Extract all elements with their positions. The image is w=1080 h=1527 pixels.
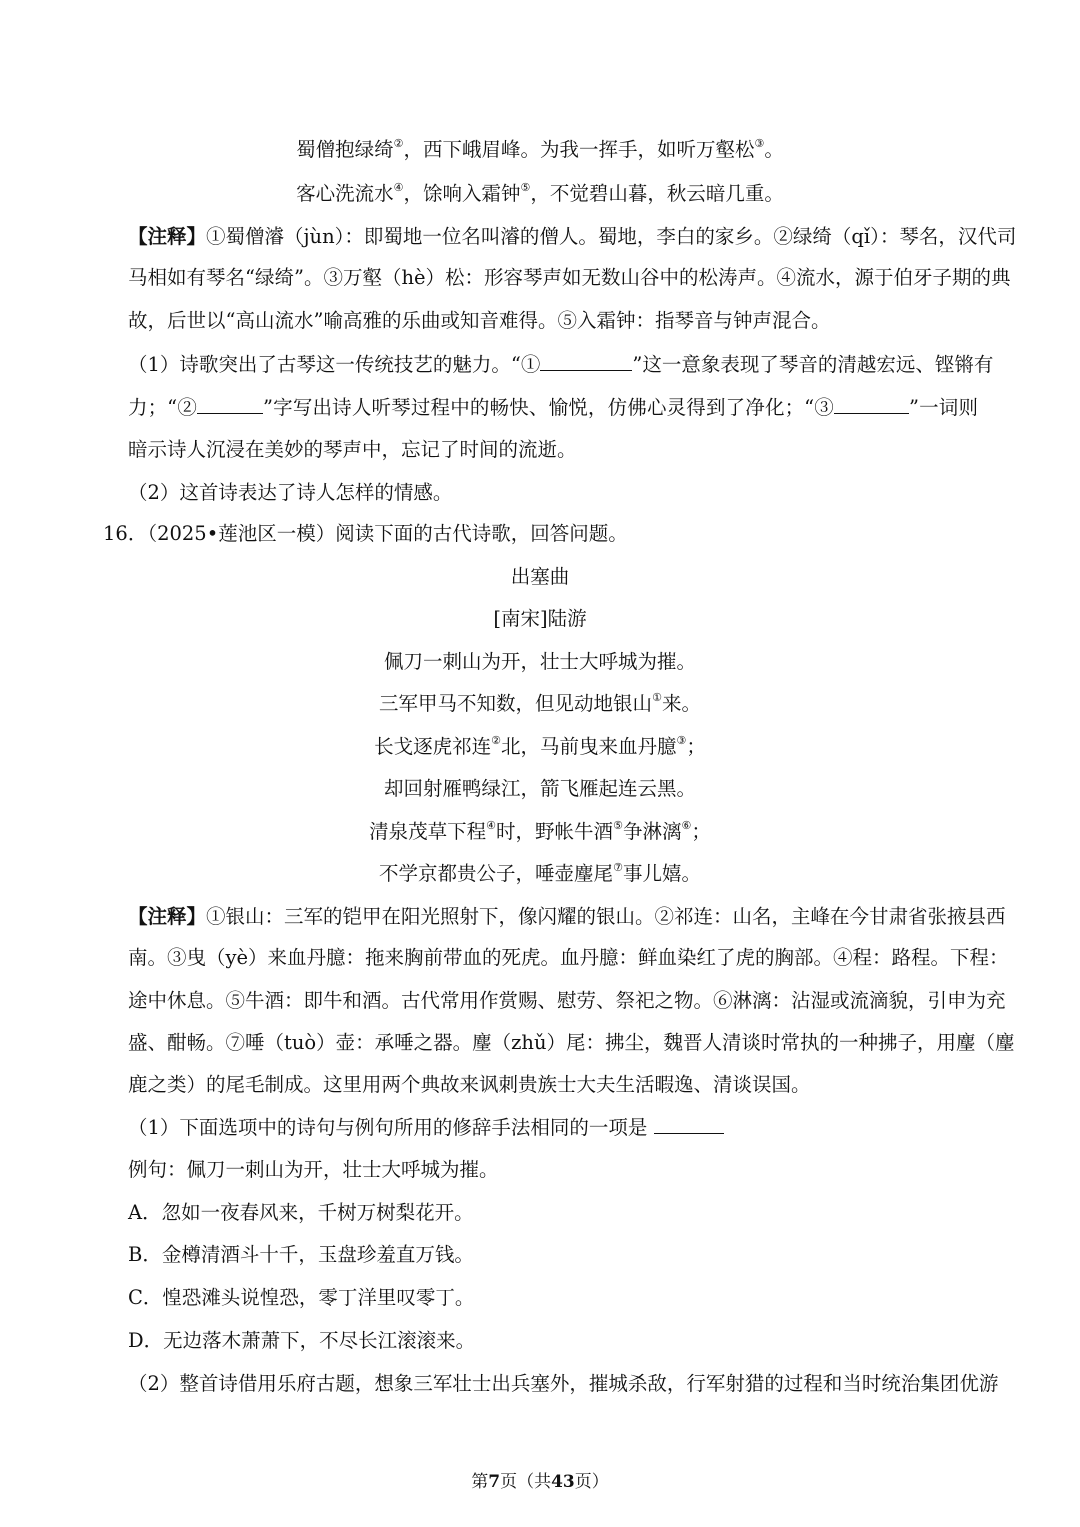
poem-line: 不学京都贵公子，唾壶麈尾⑦事儿嬉。 bbox=[379, 861, 701, 885]
answer-blank[interactable] bbox=[197, 393, 263, 414]
footnote-marker: ② bbox=[393, 137, 404, 150]
option-d[interactable]: D．无边落木萧萧下，不尽长江滚滚来。 bbox=[128, 1329, 476, 1352]
page-total: 43 bbox=[551, 1472, 575, 1492]
page-footer: 第7页（共43页） bbox=[471, 1472, 609, 1492]
poem-title: 出塞曲 bbox=[510, 565, 570, 588]
question-header: 16．（2025•莲池区一模）阅读下面的古代诗歌，回答问题。 bbox=[103, 522, 628, 545]
footnote-marker: ② bbox=[491, 734, 501, 747]
poem-author: [南宋]陆游 bbox=[493, 607, 587, 630]
answer-blank[interactable] bbox=[834, 393, 909, 414]
question-line: （2）整首诗借用乐府古题，想象三军壮士出兵塞外，摧城杀敌，行军射猎的过程和当时统治集团优游 bbox=[128, 1372, 999, 1395]
option-c[interactable]: C．惶恐滩头说惶恐，零丁洋里叹零丁。 bbox=[128, 1286, 475, 1309]
notes-line: 南。③曳（yè）来血丹臆：拖来胸前带血的死虎。血丹臆：鲜血染红了虎的胸部。④程：路程。下程： bbox=[128, 946, 1009, 969]
poem-line: 客心洗流水④，馀响入霜钟⑤，不觉碧山暮，秋云暗几重。 bbox=[296, 181, 784, 205]
footnote-marker: ⑦ bbox=[613, 861, 623, 874]
notes-line: 鹿之类）的尾毛制成。这里用两个典故来讽刺贵族士大夫生活暇逸、清谈误国。 bbox=[128, 1073, 811, 1096]
notes-line: 盛、酣畅。⑦唾（tuò）壶：承唾之器。麈（zhǔ）尾：拂尘，魏晋人清谈时常执的一种拂子，用麈（麈 bbox=[128, 1031, 1015, 1054]
notes-line: 马相如有琴名“绿绮”。③万壑（hè）松：形容琴声如无数山谷中的松涛声。④流水，源于伯牙子期的典 bbox=[128, 266, 1011, 289]
poem-line: 三军甲马不知数，但见动地银山①来。 bbox=[379, 691, 701, 715]
footnote-marker: ① bbox=[652, 691, 662, 704]
question-line: 暗示诗人沉浸在美妙的琴声中，忘记了时间的流逝。 bbox=[128, 438, 577, 461]
notes-line: 【注释】①蜀僧濬（jùn）：即蜀地一位名叫濬的僧人。蜀地，李白的家乡。②绿绮（qǐ）：琴名，汉代司 bbox=[128, 225, 1017, 248]
footnote-marker: ④ bbox=[393, 181, 404, 194]
question-line: 力；“② ”字写出诗人听琴过程中的畅快、愉悦，仿佛心灵得到了净化；“③ ”一词则 bbox=[128, 393, 978, 422]
option-b[interactable]: B．金樽清酒斗十千，玉盘珍羞直万钱。 bbox=[128, 1243, 474, 1266]
answer-blank[interactable] bbox=[654, 1113, 724, 1134]
question-line: （1）诗歌突出了古琴这一传统技艺的魅力。“① ”这一意象表现了琴音的清越宏远、铿锵有 bbox=[128, 350, 978, 379]
notes-line: 【注释】①银山：三军的铠甲在阳光照射下，像闪耀的银山。②祁连：山名，主峰在今甘肃省张掖县西 bbox=[128, 905, 1006, 928]
footnote-marker: ③ bbox=[754, 137, 765, 150]
footnote-marker: ④ bbox=[486, 819, 497, 832]
footnote-marker: ⑥ bbox=[681, 819, 692, 832]
poem-line: 佩刀一刺山为开，壮士大呼城为摧。 bbox=[383, 650, 696, 673]
page-number: 7 bbox=[488, 1472, 501, 1492]
notes-label: 【注释】 bbox=[128, 225, 207, 248]
notes-line: 故，后世以“高山流水”喻高雅的乐曲或知音难得。⑤入霜钟：指琴音与钟声混合。 bbox=[128, 309, 831, 332]
poem-line: 却回射雁鸭绿江，箭飞雁起连云黑。 bbox=[383, 777, 696, 800]
question-line: （2）这首诗表达了诗人怎样的情感。 bbox=[128, 481, 453, 504]
footnote-marker: ③ bbox=[676, 734, 687, 747]
question-line: （1）下面选项中的诗句与例句所用的修辞手法相同的一项是 bbox=[128, 1113, 978, 1142]
footnote-marker: ⑤ bbox=[520, 181, 531, 194]
notes-line: 途中休息。⑤牛酒：即牛和酒。古代常用作赏赐、慰劳、祭祀之物。⑥淋漓：沾湿或流滴貌，引申为充 bbox=[128, 989, 1006, 1012]
option-a[interactable]: A．忽如一夜春风来，千树万树梨花开。 bbox=[128, 1201, 474, 1224]
example-line: 例句：佩刀一刺山为开，壮士大呼城为摧。 bbox=[128, 1158, 499, 1181]
poem-line: 长戈逐虎祁连②北，马前曳来血丹臆③； bbox=[374, 734, 706, 758]
notes-label: 【注释】 bbox=[128, 905, 207, 928]
footnote-marker: ⑤ bbox=[613, 819, 623, 832]
poem-line: 蜀僧抱绿绮②，西下峨眉峰。为我一挥手，如听万壑松③。 bbox=[296, 137, 784, 161]
poem-line: 清泉茂草下程④时，野帐牛酒⑤争淋漓⑥； bbox=[369, 819, 711, 843]
answer-blank[interactable] bbox=[540, 350, 632, 371]
